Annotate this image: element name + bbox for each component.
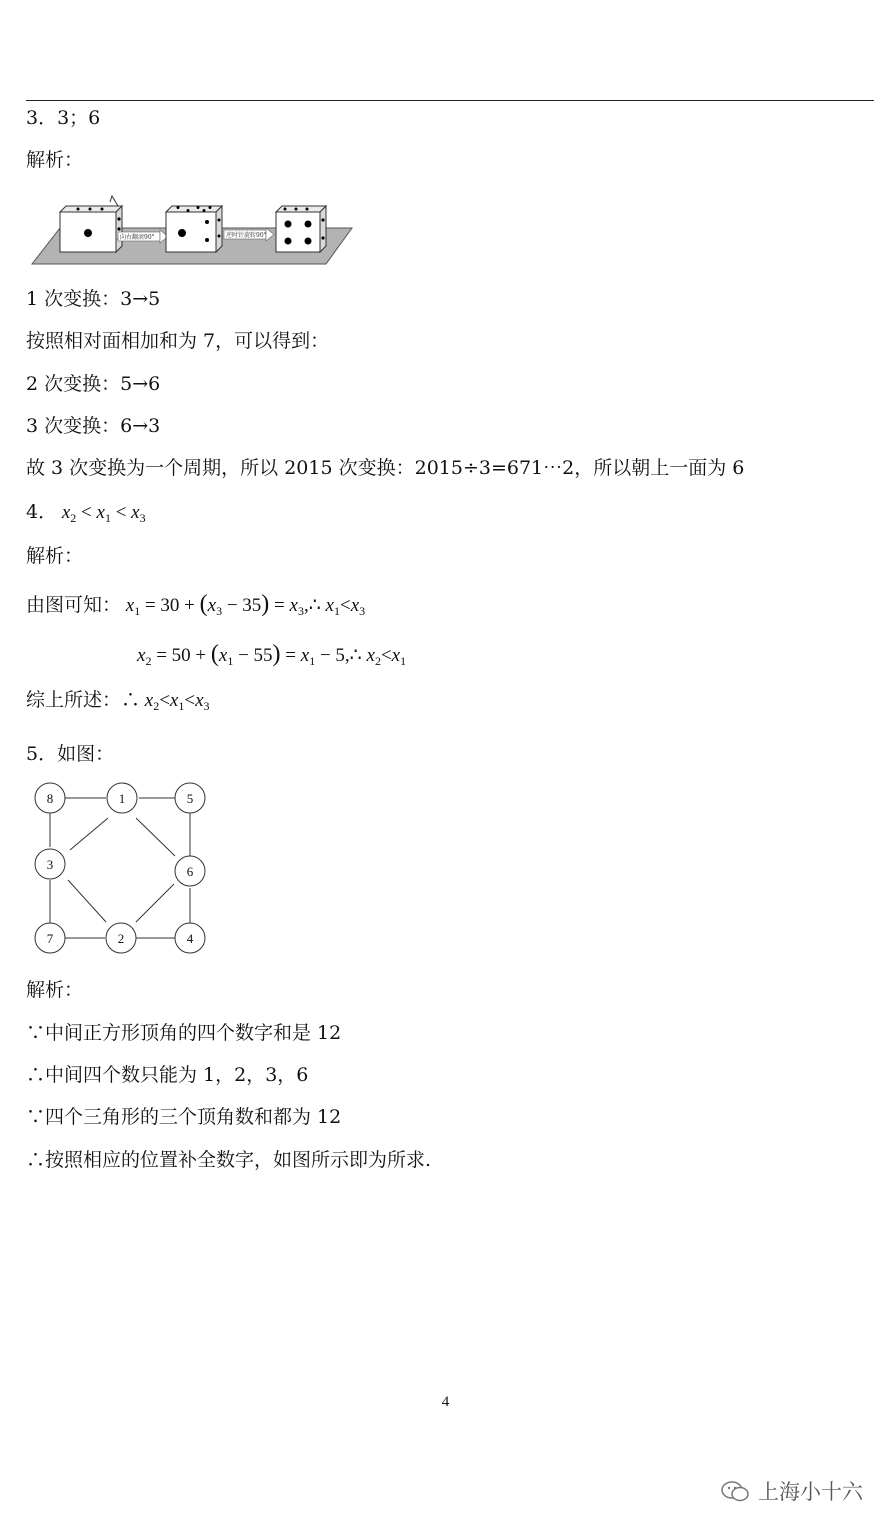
- q3-rule: 按照相对面相加和为 7，可以得到：: [26, 330, 330, 352]
- die-1: [60, 206, 122, 252]
- q5-analysis-label: 解析：: [26, 979, 84, 1001]
- node-label: 7: [46, 931, 54, 946]
- q4-answer: [26, 500, 146, 530]
- die-3: [276, 206, 326, 252]
- q4-answer-formula: $x_2 < x_1 < x_3$: [61, 502, 146, 525]
- node-label: 8: [46, 791, 54, 806]
- q5-line-1: ∵中间正方形顶角的四个数字和是 12: [26, 1022, 342, 1044]
- q4-equation-2: $x_2 = 50 + (x_1 - 55) = x_1$ − 5,∴ $x_2<x_1$: [137, 641, 407, 668]
- q3-step1: 1 次变换：3→5: [26, 288, 161, 310]
- watermark: [720, 1476, 863, 1506]
- q4-from-figure: 由图可知：: [26, 594, 122, 616]
- q5-answer: 5．如图：: [26, 743, 115, 765]
- node-label: 6: [186, 864, 194, 879]
- dice-arrow-label-1: 向右翻滚90°: [120, 234, 155, 241]
- node-label: 3: [46, 857, 54, 872]
- dice-arrow-label-2: 逆时针旋转90°: [226, 232, 267, 239]
- q4-derivation-1: [26, 592, 365, 623]
- chat-bubble-icon: [720, 1479, 750, 1503]
- q3-analysis-label: 解析：: [26, 149, 84, 171]
- q3-conclusion: 故 3 次变换为一个周期，所以 2015 次变换：2015÷3=671⋯2，所以朝上一面为 6: [26, 457, 745, 479]
- q5-line-2: ∴中间四个数只能为 1，2，3，6: [26, 1064, 309, 1086]
- node-label: 5: [186, 791, 194, 806]
- number-square-figure: [28, 780, 210, 958]
- q3-step3: 3 次变换：6→3: [26, 415, 161, 437]
- node-label: 1: [118, 791, 126, 806]
- node-label: 2: [117, 931, 125, 946]
- q4-summary-formula: $x_2<x_1<x_3$: [144, 690, 210, 713]
- header-rule: [26, 100, 874, 101]
- q3-step2: 2 次变换：5→6: [26, 373, 161, 395]
- q4-summary-label: 综上所述：∴: [26, 689, 141, 711]
- q3-answer: 3．3；6: [26, 107, 101, 129]
- q4-analysis-label: 解析：: [26, 545, 84, 567]
- watermark-text: 上海小十六: [758, 1480, 863, 1504]
- q4-number: 4．: [26, 501, 58, 523]
- page-number: 4: [441, 1394, 450, 1410]
- q5-line-3: ∵四个三角形的三个顶角数和都为 12: [26, 1106, 342, 1128]
- q5-line-4: ∴按照相应的位置补全数字，如图所示即为所求.: [26, 1149, 432, 1171]
- die-2: [166, 206, 222, 252]
- q4-summary: [26, 688, 210, 718]
- q4-equation-1: $x_1 = 30 + (x_3 - 35)$ = $x_3,\therefore$ $x_1<x_3$: [125, 591, 366, 618]
- dice-figure: [26, 192, 356, 266]
- node-label: 4: [186, 931, 194, 946]
